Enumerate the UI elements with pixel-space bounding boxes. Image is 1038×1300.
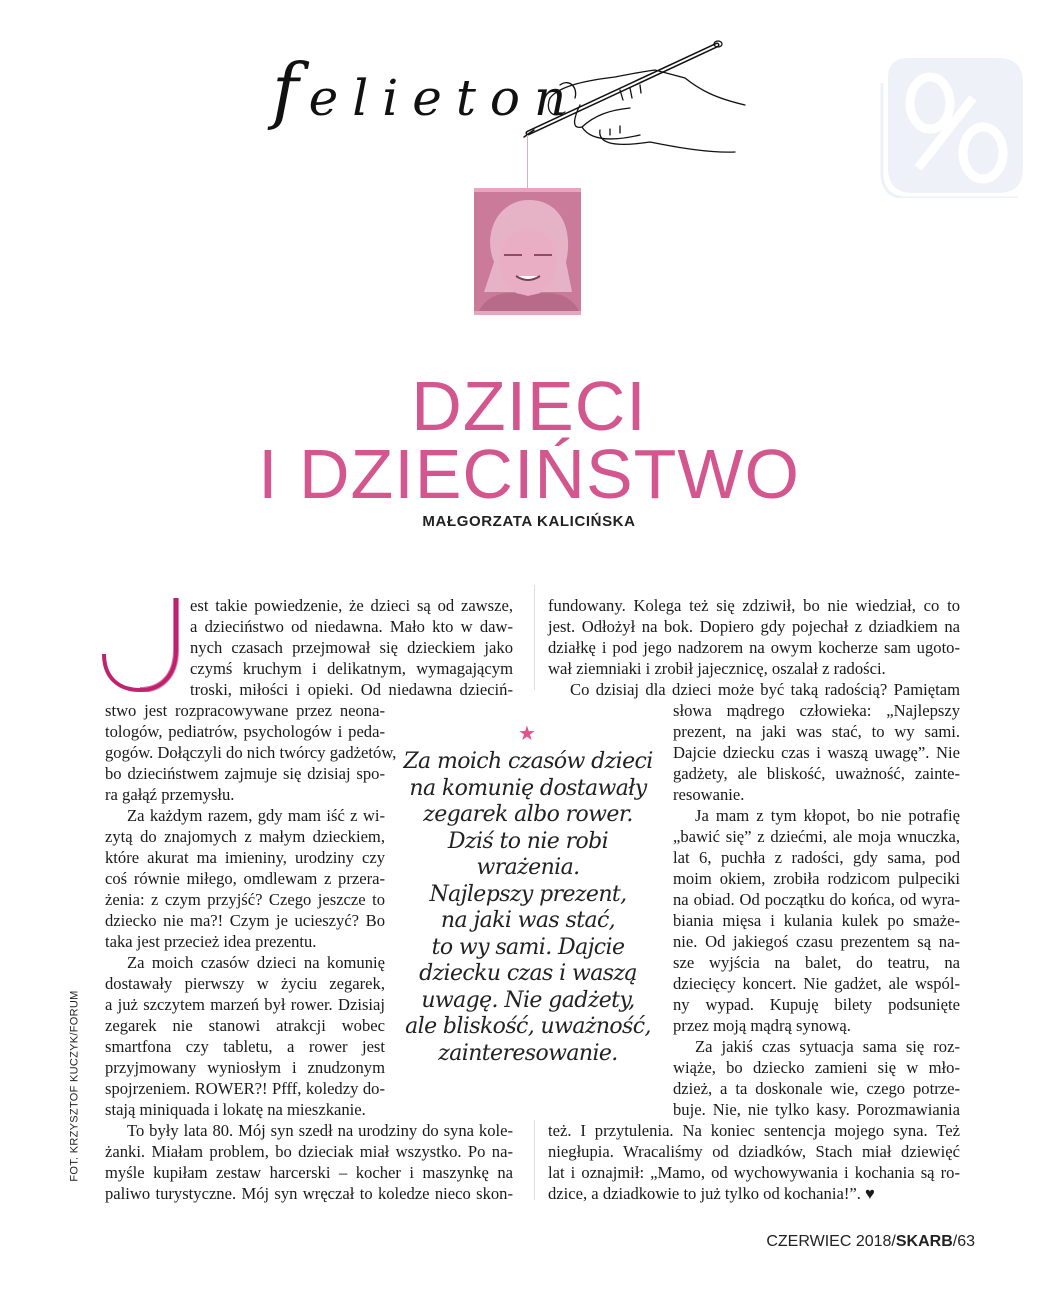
percent-badge-icon <box>878 48 1028 198</box>
text-line: Co dzisiaj dla dzieci może być taką radością? Pamiętam <box>570 680 960 699</box>
text-line: gogów. Dołączyli do nich twórcy gadżetów, <box>105 743 397 762</box>
pull-quote-line: to wy sami. Dajcie <box>431 934 625 960</box>
text-line: Dajcie dziecku czas i waszą uwagę”. Nie <box>673 743 960 762</box>
text-line: fundowany. Kolega też się zdziwił, bo nie wiedział, co to <box>548 596 960 615</box>
text-line: wał ziemniaki i zrobił jajecznicę, oszalał z radości. <box>548 659 886 678</box>
pull-quote-line: zegarek albo rower. <box>423 802 633 827</box>
column-divider-top <box>534 585 535 690</box>
pull-quote-line: ale bliskość, uważność, <box>405 1014 651 1039</box>
text-line: tologów, pediatrów, psychologów i peda- <box>105 722 385 741</box>
text-line: gadżety, ale bliskość, uważność, zainte- <box>673 764 960 783</box>
text-line: a już szczytem marzeń był rower. Dzisiaj <box>105 995 385 1014</box>
pull-quote-line: na komunię dostawały <box>409 775 647 801</box>
text-line: smartfona czy tabletu, a rower jest <box>105 1037 385 1056</box>
text-line: dostawały pierwszy w życiu zegarek, <box>105 974 385 993</box>
text-line: a dzieciństwo od niedawna. Mało kto w daw- <box>190 617 513 636</box>
author-photo <box>474 188 581 315</box>
text-line: paliwo turystyczne. Mój syn wręczał to koledze nieco skon- <box>105 1184 513 1203</box>
text-line: troski, miłości i opieki. Od niedawna dzieciń- <box>190 680 513 699</box>
pull-quote-line: Za moich czasów dzieci <box>403 749 653 774</box>
text-line: nych czasach przejmował się dzieckiem jako <box>190 638 513 657</box>
text-line: Ja mam z tym kłopot, bo nie potrafię <box>695 806 960 825</box>
text-line: dzice, a dziadkowie to już tylko od kochania!”. ♥ <box>548 1184 875 1203</box>
text-line: nie. Od jakiegoś czasu prezentem są na- <box>673 932 960 951</box>
text-line: prezent, na jaki was stać, to wy sami. <box>673 722 960 741</box>
text-line: dzież, a ta doskonale wie, czego potrze- <box>673 1079 960 1098</box>
section-label-initial: f <box>272 48 309 132</box>
pull-quote-line: Najlepszy prezent, <box>429 881 627 907</box>
text-line: które akurat ma imieniny, urodziny czy <box>105 848 385 867</box>
text-line: resowanie. <box>673 785 745 804</box>
section-label-rest: elieton <box>308 69 581 127</box>
pull-quote-line: uwagę. Nie gadżety, <box>421 987 635 1013</box>
pull-quote-line: Dziś to nie robi <box>447 828 609 854</box>
text-line: na obiad. Od początku do końca, od wyra- <box>673 890 960 909</box>
text-line: To były lata 80. Mój syn szedł na urodziny do syna kole- <box>127 1121 513 1140</box>
text-line: przez moją mądrą synową. <box>673 1016 851 1035</box>
text-line: stają miniquada i lokatę na mieszkanie. <box>105 1100 366 1119</box>
text-line: zytą do znajomych z małym dzieckiem, <box>105 827 385 846</box>
text-line: dziecko nie ma?! Czym je ucieszyć? Bo <box>105 911 385 930</box>
article-title-line1: DZIECI <box>411 367 647 445</box>
text-line: jest. Odłożył na bok. Dopiero gdy pojechał z dziadkiem na <box>548 617 960 636</box>
footer-page-number: /63 <box>952 1233 975 1250</box>
column-divider-bottom <box>534 1120 535 1200</box>
text-line: ra gałąź przemysłu. <box>105 785 235 804</box>
pull-quote-line: na jaki was stać, <box>440 908 616 933</box>
photo-credit: FOT. KRZYSZTOF KUCZYK/FORUM <box>68 990 81 1182</box>
text-line: żanki. Miałam problem, bo dzieciak miał wszystko. Po na- <box>105 1142 513 1161</box>
footer-issue: CZERWIEC 2018/ <box>766 1233 896 1250</box>
text-line: wiąże, bo dziecko zamieni się w mło- <box>673 1058 960 1077</box>
connector-line <box>527 135 528 190</box>
text-line: Za jakiś czas sytuacja sama się roz- <box>695 1037 960 1056</box>
text-line: niegłupia. Wracaliśmy od dziadków, Stach miał dziewięć <box>548 1142 960 1161</box>
text-line: czymś kruchym i delikatnym, wymagającym <box>190 659 513 678</box>
text-line: Za każdym razem, gdy mam iść z wi- <box>127 806 385 825</box>
author-name: MAŁGORZATA KALICIŃSKA <box>422 513 636 530</box>
text-line: przyjmowany wyniosłym i znudzonym <box>105 1058 385 1077</box>
text-line: est takie powiedzenie, że dzieci są od zawsze, <box>190 596 513 615</box>
text-line: taka jest przecież idea prezentu. <box>105 932 317 951</box>
text-line: moim okiem, zrobiła rodzicom pulpeciki <box>673 869 960 888</box>
text-line: żenia: z czym przyjść? Czego jeszcze to <box>105 890 385 909</box>
text-line: sze wyjścia na balet, do teatru, na <box>673 953 960 972</box>
text-line: słowa mądrego człowieka: „Najlepszy <box>673 701 960 720</box>
pull-quote-line: dziecku czas i waszą <box>419 961 637 986</box>
article-title-line2: I DZIECIŃSTWO <box>258 435 800 513</box>
text-line: myśle kupiłam zestaw harcerski – kocher i maszynkę na <box>105 1163 513 1182</box>
text-line: spojrzeniem. ROWER?! Pfff, koledzy do- <box>105 1079 385 1098</box>
text-line: biania mięsa i kulania kulek po smaże- <box>673 911 960 930</box>
page-footer <box>766 1233 975 1251</box>
text-line: lat i oznajmił: „Mamo, od wychowywania i kochania są ro- <box>548 1163 960 1182</box>
text-line: też. I przytulenia. Na koniec sentencja mojego syna. Też <box>548 1121 960 1140</box>
text-line: bo dzieciństwem zajmuje się dzisiaj spo- <box>105 764 385 783</box>
text-line: coś równie miłego, omdlewam z przera- <box>105 869 385 888</box>
text-line: lat 6, puchła z radości, gdy sama, pod <box>673 848 960 867</box>
pull-quote-line: zainteresowanie. <box>438 1040 618 1066</box>
pull-quote-line: wrażenia. <box>476 855 580 880</box>
footer-magazine: SKARB <box>895 1233 953 1250</box>
text-line: zegarek nie stanowi atrakcji wobec <box>105 1016 385 1035</box>
hand-with-pencil-illustration <box>520 30 750 165</box>
text-line: działkę i pod jego nadzorem na owym kocherze sam ugoto- <box>548 638 960 657</box>
text-line: ny wypad. Kupuję bilety podsunięte <box>673 995 960 1014</box>
text-line: dziecięcy koncert. Nie gadżet, ale wspól- <box>673 974 960 993</box>
text-line: buje. Nie, nie tylko kasy. Porozmawiania <box>673 1100 960 1119</box>
drop-cap-j <box>100 592 185 692</box>
star-icon: ★ <box>518 723 536 745</box>
text-line: stwo jest rozpracowywane przez neona- <box>105 701 385 720</box>
text-line: Za moich czasów dzieci na komunię <box>127 953 385 972</box>
text-line: „bawić się” z dziećmi, ale moja wnuczka, <box>673 827 960 846</box>
